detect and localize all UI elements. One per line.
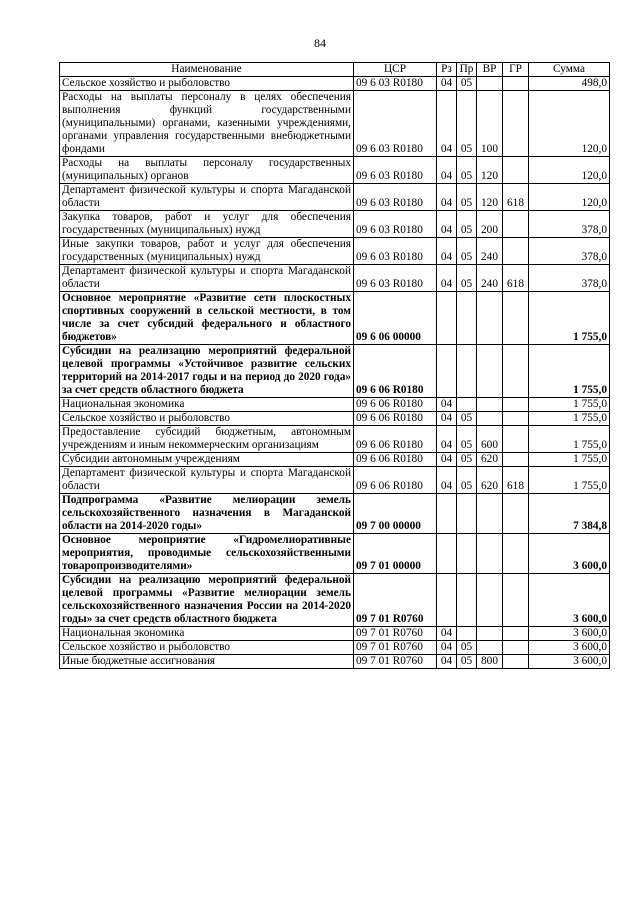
cell-name: Иные бюджетные ассигнования	[60, 655, 354, 669]
cell-pr	[457, 627, 477, 641]
cell-gr	[503, 534, 529, 574]
cell-sum: 1 755,0	[529, 467, 610, 494]
cell-name: Основное мероприятие «Гидромелиоративные мероприятия, проводимые сельскохозяйственными товаропроизводителями»	[60, 534, 354, 574]
cell-rz: 04	[437, 91, 457, 157]
cell-csr: 09 6 06 R0180	[354, 453, 437, 467]
cell-csr: 09 7 01 R0760	[354, 627, 437, 641]
cell-rz: 04	[437, 157, 457, 184]
cell-vr	[477, 494, 503, 534]
header-rz: Рз	[437, 63, 457, 77]
cell-name: Субсидии автономным учреждениям	[60, 453, 354, 467]
table-row	[60, 265, 610, 292]
cell-csr: 09 6 06 R0180	[354, 467, 437, 494]
cell-name: Предоставление субсидий бюджетным, автономным учреждениям и иным некоммерческим организациям	[60, 426, 354, 453]
cell-csr: 09 7 01 R0760	[354, 641, 437, 655]
table-row	[60, 655, 610, 669]
cell-rz: 04	[437, 426, 457, 453]
cell-rz: 04	[437, 238, 457, 265]
cell-vr: 240	[477, 265, 503, 292]
cell-rz: 04	[437, 211, 457, 238]
cell-csr: 09 6 03 R0180	[354, 238, 437, 265]
cell-gr: 618	[503, 184, 529, 211]
header-name: Наименование	[60, 63, 354, 77]
header-pr: Пр	[457, 63, 477, 77]
table-row	[60, 345, 610, 398]
cell-gr: 618	[503, 467, 529, 494]
cell-sum: 3 600,0	[529, 534, 610, 574]
table-row	[60, 627, 610, 641]
cell-gr	[503, 627, 529, 641]
cell-gr	[503, 77, 529, 91]
cell-pr: 05	[457, 211, 477, 238]
cell-rz: 04	[437, 453, 457, 467]
cell-csr: 09 6 03 R0180	[354, 157, 437, 184]
cell-pr: 05	[457, 426, 477, 453]
cell-sum: 378,0	[529, 265, 610, 292]
header-vr: ВР	[477, 63, 503, 77]
cell-vr	[477, 412, 503, 426]
table-row	[60, 398, 610, 412]
cell-pr	[457, 292, 477, 345]
cell-gr	[503, 426, 529, 453]
cell-gr	[503, 574, 529, 627]
table-row	[60, 494, 610, 534]
cell-gr	[503, 412, 529, 426]
header-csr: ЦСР	[354, 63, 437, 77]
cell-gr	[503, 157, 529, 184]
cell-name: Департамент физической культуры и спорта Магаданской области	[60, 184, 354, 211]
cell-pr: 05	[457, 91, 477, 157]
cell-gr	[503, 453, 529, 467]
cell-pr	[457, 345, 477, 398]
cell-name: Национальная экономика	[60, 398, 354, 412]
cell-vr	[477, 534, 503, 574]
cell-sum: 3 600,0	[529, 641, 610, 655]
cell-vr	[477, 292, 503, 345]
cell-gr	[503, 494, 529, 534]
cell-gr: 618	[503, 265, 529, 292]
cell-sum: 1 755,0	[529, 398, 610, 412]
cell-vr: 620	[477, 467, 503, 494]
cell-csr: 09 6 03 R0180	[354, 265, 437, 292]
table-row	[60, 467, 610, 494]
header-gr: ГР	[503, 63, 529, 77]
cell-csr: 09 6 03 R0180	[354, 91, 437, 157]
table-row	[60, 77, 610, 91]
table-header-row	[60, 63, 610, 77]
cell-pr	[457, 574, 477, 627]
cell-name: Расходы на выплаты персоналу в целях обеспечения выполнения функций государственными (муниципальными) органами, казенными учреждениями, органами управления государственными внебюджетными фондами	[60, 91, 354, 157]
cell-vr: 800	[477, 655, 503, 669]
cell-rz: 04	[437, 412, 457, 426]
cell-rz	[437, 534, 457, 574]
cell-name: Расходы на выплаты персоналу государственных (муниципальных) органов	[60, 157, 354, 184]
cell-vr	[477, 345, 503, 398]
cell-pr: 05	[457, 157, 477, 184]
cell-name: Сельское хозяйство и рыболовство	[60, 77, 354, 91]
table-row	[60, 91, 610, 157]
table-row	[60, 211, 610, 238]
page-number: 84	[314, 36, 326, 50]
cell-rz	[437, 574, 457, 627]
cell-vr	[477, 77, 503, 91]
cell-csr: 09 7 01 R0760	[354, 655, 437, 669]
cell-gr	[503, 292, 529, 345]
table-row	[60, 426, 610, 453]
table-row	[60, 534, 610, 574]
cell-pr: 05	[457, 467, 477, 494]
cell-name: Закупка товаров, работ и услуг для обеспечения государственных (муниципальных) нужд	[60, 211, 354, 238]
cell-gr	[503, 91, 529, 157]
cell-vr	[477, 641, 503, 655]
cell-name: Сельское хозяйство и рыболовство	[60, 412, 354, 426]
cell-rz	[437, 345, 457, 398]
cell-sum: 3 600,0	[529, 655, 610, 669]
table-row	[60, 574, 610, 627]
cell-pr: 05	[457, 184, 477, 211]
table-row	[60, 184, 610, 211]
cell-pr: 05	[457, 453, 477, 467]
cell-rz: 04	[437, 265, 457, 292]
cell-name: Сельское хозяйство и рыболовство	[60, 641, 354, 655]
cell-pr: 05	[457, 265, 477, 292]
cell-csr: 09 6 06 R0180	[354, 345, 437, 398]
cell-sum: 1 755,0	[529, 453, 610, 467]
cell-gr	[503, 398, 529, 412]
table-row	[60, 292, 610, 345]
cell-vr: 200	[477, 211, 503, 238]
cell-pr	[457, 534, 477, 574]
cell-sum: 120,0	[529, 91, 610, 157]
cell-csr: 09 6 03 R0180	[354, 184, 437, 211]
cell-gr	[503, 641, 529, 655]
cell-sum: 1 755,0	[529, 426, 610, 453]
cell-sum: 120,0	[529, 157, 610, 184]
cell-rz	[437, 292, 457, 345]
cell-vr: 100	[477, 91, 503, 157]
cell-rz	[437, 494, 457, 534]
cell-sum: 3 600,0	[529, 627, 610, 641]
cell-csr: 09 6 06 R0180	[354, 412, 437, 426]
table-row	[60, 641, 610, 655]
cell-csr: 09 6 06 R0180	[354, 398, 437, 412]
cell-sum: 378,0	[529, 238, 610, 265]
cell-vr: 600	[477, 426, 503, 453]
cell-csr: 09 7 01 R0760	[354, 574, 437, 627]
cell-pr	[457, 398, 477, 412]
cell-gr	[503, 211, 529, 238]
cell-sum: 7 384,8	[529, 494, 610, 534]
cell-gr	[503, 655, 529, 669]
cell-name: Подпрограмма «Развитие мелиорации земель сельскохозяйственного назначения в Магаданской области на 2014-2020 годы»	[60, 494, 354, 534]
table-row	[60, 238, 610, 265]
cell-vr: 240	[477, 238, 503, 265]
table-row	[60, 157, 610, 184]
budget-table	[59, 62, 610, 669]
cell-rz: 04	[437, 77, 457, 91]
cell-gr	[503, 238, 529, 265]
cell-csr: 09 6 06 R0180	[354, 426, 437, 453]
cell-name: Субсидии на реализацию мероприятий федеральной целевой программы «Устойчивое развитие сельских территорий на 2014-2017 годы и на период до 2020 года» за счет средств областного бюджета	[60, 345, 354, 398]
table-row	[60, 412, 610, 426]
cell-sum: 378,0	[529, 211, 610, 238]
cell-rz: 04	[437, 641, 457, 655]
cell-rz: 04	[437, 655, 457, 669]
cell-vr: 120	[477, 157, 503, 184]
cell-pr: 05	[457, 641, 477, 655]
cell-vr	[477, 627, 503, 641]
cell-name: Департамент физической культуры и спорта Магаданской области	[60, 467, 354, 494]
cell-rz: 04	[437, 184, 457, 211]
cell-name: Национальная экономика	[60, 627, 354, 641]
cell-csr: 09 6 03 R0180	[354, 77, 437, 91]
cell-csr: 09 6 06 00000	[354, 292, 437, 345]
cell-gr	[503, 345, 529, 398]
cell-name: Субсидии на реализацию мероприятий федеральной целевой программы «Развитие мелиорации земель сельскохозяйственного назначения России на 2014-2020 годы» за счет средств областного бюджета	[60, 574, 354, 627]
cell-pr: 05	[457, 412, 477, 426]
table-row	[60, 453, 610, 467]
cell-name: Иные закупки товаров, работ и услуг для обеспечения государственных (муниципальных) нужд	[60, 238, 354, 265]
cell-sum: 3 600,0	[529, 574, 610, 627]
cell-sum: 1 755,0	[529, 345, 610, 398]
cell-pr: 05	[457, 77, 477, 91]
cell-rz: 04	[437, 467, 457, 494]
cell-sum: 498,0	[529, 77, 610, 91]
cell-csr: 09 6 03 R0180	[354, 211, 437, 238]
header-sum: Сумма	[529, 63, 610, 77]
cell-csr: 09 7 01 00000	[354, 534, 437, 574]
cell-vr	[477, 574, 503, 627]
cell-pr: 05	[457, 238, 477, 265]
cell-csr: 09 7 00 00000	[354, 494, 437, 534]
cell-name: Департамент физической культуры и спорта Магаданской области	[60, 265, 354, 292]
cell-sum: 120,0	[529, 184, 610, 211]
cell-sum: 1 755,0	[529, 412, 610, 426]
cell-pr	[457, 494, 477, 534]
cell-sum: 1 755,0	[529, 292, 610, 345]
cell-rz: 04	[437, 627, 457, 641]
cell-vr	[477, 398, 503, 412]
cell-pr: 05	[457, 655, 477, 669]
cell-vr: 120	[477, 184, 503, 211]
cell-rz: 04	[437, 398, 457, 412]
cell-vr: 620	[477, 453, 503, 467]
cell-name: Основное мероприятие «Развитие сети плоскостных спортивных сооружений в сельской местности, в том числе за счет субсидий федерального и областного бюджетов»	[60, 292, 354, 345]
